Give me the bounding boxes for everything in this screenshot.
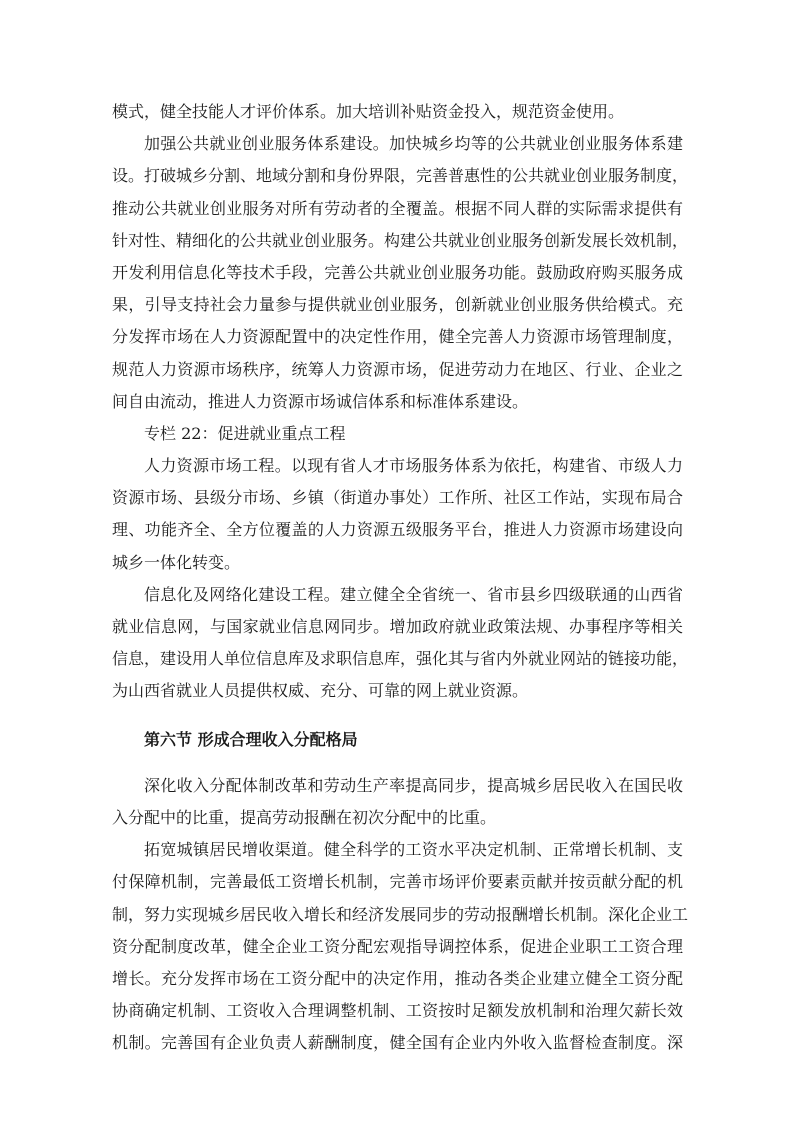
text-line: 人力资源市场工程。以现有省人才市场服务体系为依托，构建省、市级人力 [144, 456, 683, 476]
text-line: 就业信息网，与国家就业信息网同步。增加政府就业政策法规、办事程序等相关 [112, 617, 683, 636]
paragraph-urban-income-channels [112, 834, 689, 1059]
section-heading: 第六节 形成合理收入分配格局 [144, 729, 358, 749]
text-line: 制，努力实现城乡居民收入增长和经济发展同步的劳动报酬增长机制。深化企业工 [112, 904, 689, 924]
paragraph-hr-market-project [112, 450, 683, 579]
paragraph-continuation [112, 96, 683, 128]
text-line: 资源市场、县级分市场、乡镇（街道办事处）工作所、社区工作站，实现布局合 [112, 488, 683, 508]
text-line: 城乡一体化转变。 [112, 552, 241, 572]
text-line: 为山西省就业人员提供权威、充分、可靠的网上就业资源。 [112, 681, 529, 701]
text-line: 信息化及网络化建设工程。建立健全全省统一、省市县乡四级联通的山西省 [144, 584, 683, 604]
text-line: 拓宽城镇居民增收渠道。健全科学的工资水平决定机制、正常增长机制、支 [144, 840, 683, 860]
column-title: 专栏 22：促进就业重点工程 [144, 423, 346, 443]
text-line: 推动公共就业创业服务对所有劳动者的全覆盖。根据不同人群的实际需求提供有 [112, 198, 683, 218]
text-line: 分发挥市场在人力资源配置中的决定性作用，健全完善人力资源市场管理制度， [112, 327, 683, 347]
text-line: 模式，健全技能人才评价体系。加大培训补贴资金投入，规范资金使用。 [112, 102, 625, 121]
text-line: 开发利用信息化等技术手段，完善公共就业创业服务功能。鼓励政府购买服务成 [112, 262, 683, 282]
page-body [112, 96, 689, 1059]
text-line: 机制。完善国有企业负责人薪酬制度，健全国有企业内外收入监督检查制度。深 [112, 1033, 683, 1053]
text-line: 增长。充分发挥市场在工资分配中的决定作用，推动各类企业建立健全工资分配 [112, 968, 683, 988]
text-line: 付保障机制，完善最低工资增长机制，完善市场评价要素贡献并按贡献分配的机 [112, 872, 683, 892]
text-line: 果，引导支持社会力量参与提供就业创业服务，创新就业创业服务供给模式。充 [112, 295, 683, 315]
text-line: 加强公共就业创业服务体系建设。加快城乡均等的公共就业创业服务体系建 [144, 134, 683, 154]
paragraph-informatization-project [112, 579, 689, 708]
text-line: 针对性、精细化的公共就业创业服务。构建公共就业创业服务创新发展长效机制， [112, 230, 689, 250]
text-line: 协商确定机制、工资收入合理调整机制、工资按时足额发放机制和治理欠薪长效 [112, 1001, 683, 1021]
text-line: 规范人力资源市场秩序，统筹人力资源市场，促进劳动力在地区、行业、企业之 [112, 359, 683, 379]
text-line: 信息，建设用人单位信息库及求职信息库，强化其与省内外就业网站的链接功能， [112, 649, 689, 669]
text-line: 设。打破城乡分割、地域分割和身份界限，完善普惠性的公共就业创业服务制度， [112, 166, 689, 186]
text-line: 资分配制度改革，健全企业工资分配宏观指导调控体系，促进企业职工工资合理 [112, 936, 683, 956]
text-line: 入分配中的比重，提高劳动报酬在初次分配中的比重。 [112, 807, 497, 827]
paragraph-public-employment-services [112, 128, 689, 418]
text-line: 间自由流动，推进人力资源市场诚信体系和标准体系建设。 [112, 391, 529, 411]
paragraph-income-distribution [112, 770, 683, 834]
text-line: 深化收入分配体制改革和劳动生产率提高同步，提高城乡居民收入在国民收 [144, 775, 683, 795]
text-line: 理、功能齐全、全方位覆盖的人力资源五级服务平台，推进人力资源市场建设向 [112, 520, 683, 540]
